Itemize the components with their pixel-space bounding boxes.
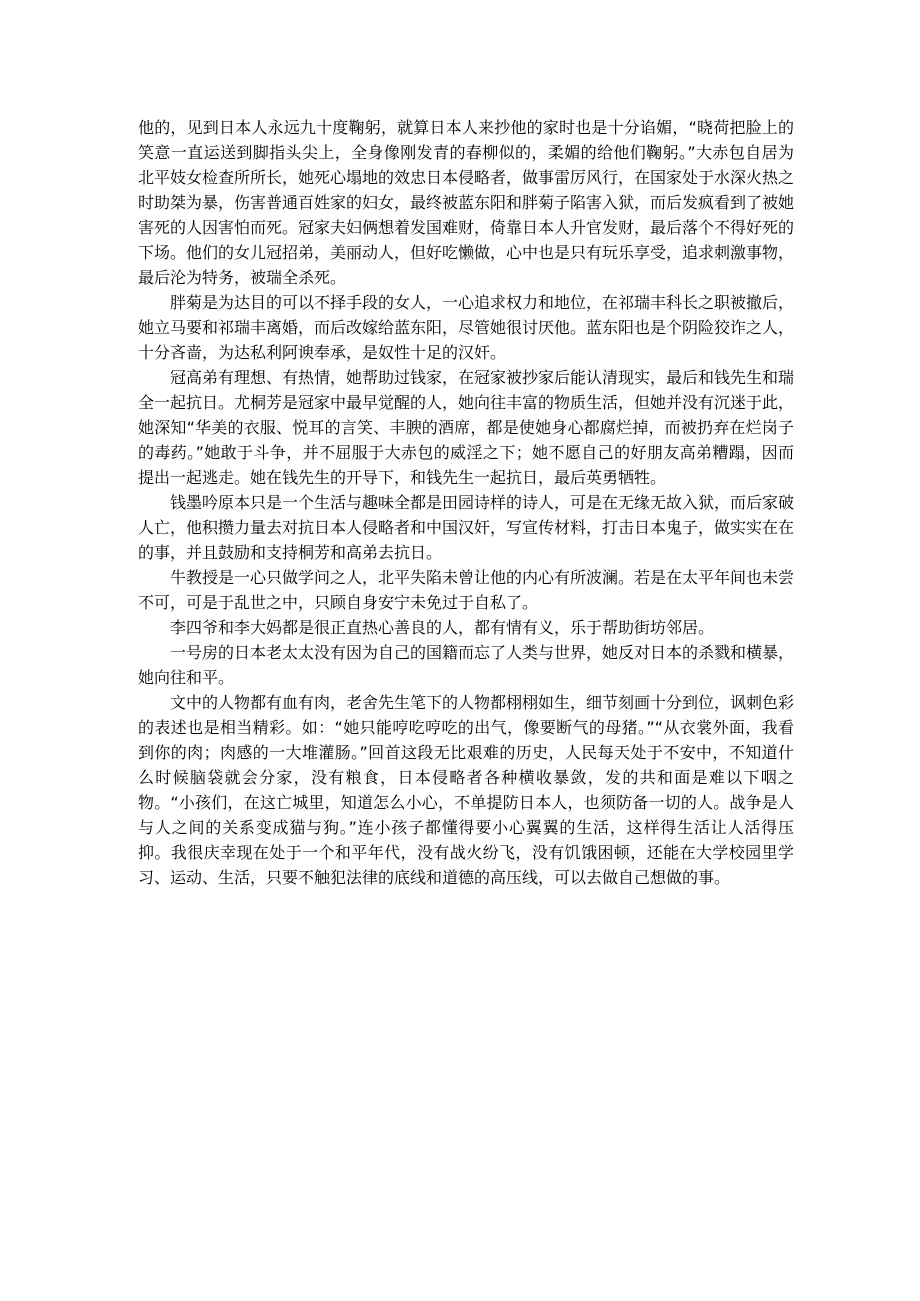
paragraph-2: 胖菊是为达目的可以不择手段的女人，一心追求权力和地位，在祁瑞丰科长之职被撤后，她立马要和祁瑞丰离婚，而后改嫁给蓝东阳，尽管她很讨厌他。蓝东阳也是个阴险狡诈之人，十分吝啬，为达私利阿谀奉承，是奴性十足的汉奸。: [138, 293, 795, 362]
paragraph-6: 李四爷和李大妈都是很正直热心善良的人，都有情有义，乐于帮助街坊邻居。: [170, 618, 715, 637]
document-body: [138, 115, 794, 890]
paragraph-8: 文中的人物都有血有肉，老舍先生笔下的人物都栩栩如生，细节刻画十分到位，讽刺色彩的表述也是相当精彩。如：“她只能哼吃哼吃的出气，像要断气的母猪。”“从衣裳外面，我看到你的肉；肉感的一大堆灌肠。”回首这段无比艰难的历史，人民每天处于不安中，不知道什么时候脑袋就会分家，没有粮食，日本侵略者各种横收暴敛，发的共和面是难以下咽之物。“小孩们，在这亡城里，知道怎么小心，不单提防日本人，也须防备一切的人。战争是人与人之间的关系变成猫与狗。”连小孩子都懂得要小心翼翼的生活，这样得生活让人活得压抑。我很庆幸现在处于一个和平年代，没有战火纷飞，没有饥饿困顿，还能在大学校园里学习、运动、生活，只要不触犯法律的底线和道德的高压线，可以去做自己想做的事。: [138, 693, 795, 887]
paragraph-3: 冠高弟有理想、有热情，她帮助过钱家，在冠家被抄家后能认清现实，最后和钱先生和瑞全一起抗日。尤桐芳是冠家中最早觉醒的人，她向往丰富的物质生活，但她并没有沉迷于此，她深知“华美的衣服、悦耳的言笑、丰腴的酒席，都是使她身心都腐烂掉，而被扔弃在烂岗子的毒药。”她敢于斗争，并不屈服于大赤包的威淫之下；她不愿自己的好朋友高弟糟蹋，因而提出一起逃走。她在钱先生的开导下，和钱先生一起抗日，最后英勇牺牲。: [138, 368, 795, 487]
paragraph-5: 牛教授是一心只做学问之人，北平失陷未曾让他的内心有所波澜。若是在太平年间也未尝不可，可是于乱世之中，只顾自身安宁未免过于自私了。: [138, 568, 795, 612]
paragraph-7: 一号房的日本老太太没有因为自己的国籍而忘了人类与世界，她反对日本的杀戮和横暴，她向往和平。: [138, 643, 795, 687]
paragraph-4: 钱墨吟原本只是一个生活与趣味全都是田园诗样的诗人，可是在无缘无故入狱，而后家破人亡，他积攒力量去对抗日本人侵略者和中国汉奸，写宣传材料，打击日本鬼子，做实实在在的事，并且鼓励和支持桐芳和高弟去抗日。: [138, 493, 795, 562]
paragraph-1: 他的，见到日本人永远九十度鞠躬，就算日本人来抄他的家时也是十分谄媚，“晓荷把脸上的笑意一直运送到脚指头尖上，全身像刚发青的春柳似的，柔媚的给他们鞠躬。”大赤包自居为北平妓女检查所所长，她死心塌地的效忠日本侵略者，做事雷厉风行，在国家处于水深火热之时助桀为暴，伤害普通百姓家的妇女，最终被蓝东阳和胖菊子陷害入狱，而后发疯看到了被她害死的人因害怕而死。冠家夫妇俩想着发国难财，倚靠日本人升官发财，最后落个不得好死的下场。他们的女儿冠招弟，美丽动人，但好吃懒做，心中也是只有玩乐享受，追求刺激事物，最后沦为特务，被瑞全杀死。: [138, 118, 795, 287]
